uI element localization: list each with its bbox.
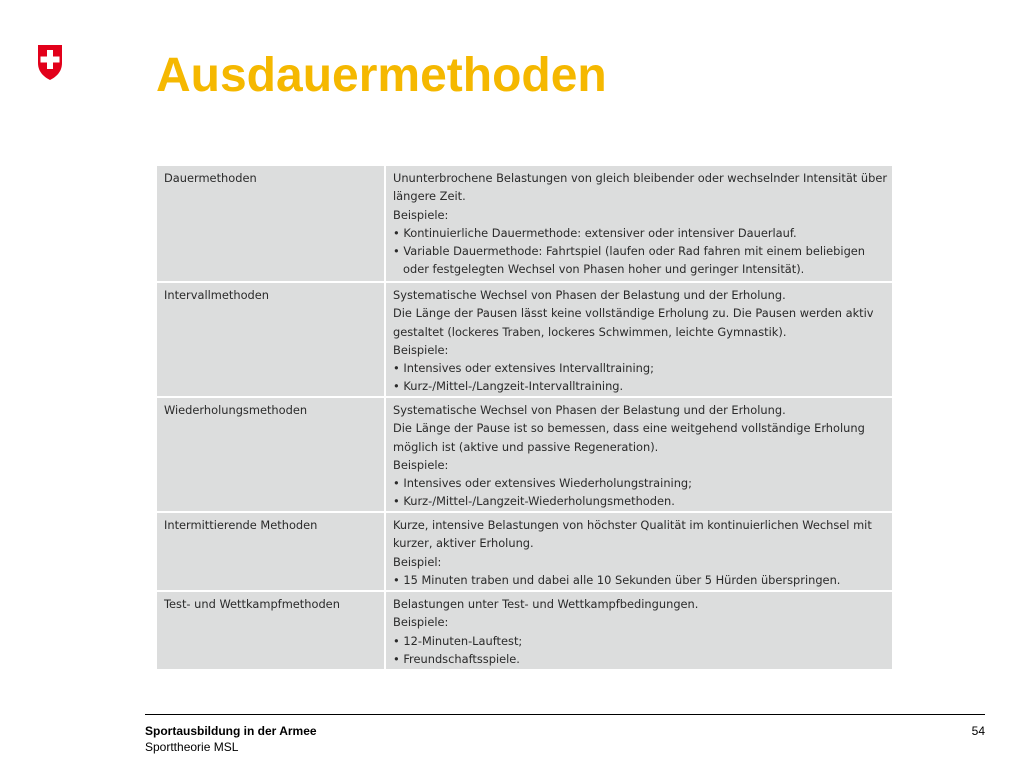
example-bullet: • Intensives oder extensives Intervalltraining; bbox=[393, 361, 654, 376]
example-bullet: • Kurz-/Mittel-/Langzeit-Wiederholungsmethoden. bbox=[393, 494, 675, 509]
example-bullet: • 15 Minuten traben und dabei alle 10 Sekunden über 5 Hürden überspringen. bbox=[393, 572, 841, 587]
page-number: 54 bbox=[971, 724, 985, 738]
description-line: gestaltet (lockeres Traben, lockeres Schwimmen, leichte Gymnastik). bbox=[393, 324, 787, 339]
method-name: Test- und Wettkampfmethoden bbox=[156, 591, 385, 670]
description-line: Die Länge der Pause ist so bemessen, dass eine weitgehend vollständige Erholung bbox=[393, 421, 865, 436]
table-row bbox=[156, 397, 893, 512]
table-row bbox=[156, 591, 893, 670]
description-line: oder festgelegten Wechsel von Phasen hoher und geringer Intensität). bbox=[403, 262, 805, 277]
table-row bbox=[156, 282, 893, 397]
description-line: Systematische Wechsel von Phasen der Belastung und der Erholung. bbox=[393, 288, 786, 302]
description-line: Ununterbrochene Belastungen von gleich bleibender oder wechselnder Intensität über bbox=[393, 171, 888, 185]
example-bullet: • Freundschaftsspiele. bbox=[393, 651, 520, 666]
table-row bbox=[156, 512, 893, 591]
endurance-methods-table bbox=[156, 165, 893, 670]
description-line: möglich ist (aktive und passive Regeneration). bbox=[393, 439, 659, 454]
slide-title: Ausdauermethoden bbox=[156, 49, 607, 102]
description-line: Belastungen unter Test- und Wettkampfbedingungen. bbox=[393, 597, 699, 611]
description-line: Beispiel: bbox=[393, 554, 442, 569]
method-name: Dauermethoden bbox=[156, 165, 385, 282]
method-name: Intervallmethoden bbox=[156, 282, 385, 397]
method-description bbox=[385, 282, 893, 397]
description-line: längere Zeit. bbox=[393, 189, 466, 204]
table-row bbox=[156, 165, 893, 282]
footer-subtitle: Sporttheorie MSL bbox=[145, 740, 239, 754]
description-line: Systematische Wechsel von Phasen der Belastung und der Erholung. bbox=[393, 403, 786, 417]
description-line: Beispiele: bbox=[393, 615, 449, 630]
method-name: Intermittierende Methoden bbox=[156, 512, 385, 591]
description-line: kurzer, aktiver Erholung. bbox=[393, 536, 534, 551]
example-bullet: • Kurz-/Mittel-/Langzeit-Intervalltraining. bbox=[393, 379, 624, 394]
description-line: Beispiele: bbox=[393, 342, 449, 357]
footer-divider bbox=[145, 714, 985, 715]
method-description bbox=[385, 591, 893, 670]
method-description bbox=[385, 397, 893, 512]
description-line: Beispiele: bbox=[393, 207, 449, 222]
example-bullet: • Variable Dauermethode: Fahrtspiel (laufen oder Rad fahren mit einem beliebigen bbox=[393, 244, 866, 259]
method-description bbox=[385, 165, 893, 282]
swiss-coat-of-arms-icon bbox=[36, 43, 64, 81]
description-line: Beispiele: bbox=[393, 457, 449, 472]
footer-title: Sportausbildung in der Armee bbox=[145, 724, 317, 738]
example-bullet: • Kontinuierliche Dauermethode: extensiver oder intensiver Dauerlauf. bbox=[393, 225, 797, 240]
description-line: Kurze, intensive Belastungen von höchster Qualität im kontinuierlichen Wechsel mit bbox=[393, 518, 872, 532]
example-bullet: • Intensives oder extensives Wiederholungstraining; bbox=[393, 476, 692, 491]
example-bullet: • 12-Minuten-Lauftest; bbox=[393, 633, 523, 648]
method-name: Wiederholungsmethoden bbox=[156, 397, 385, 512]
method-description bbox=[385, 512, 893, 591]
description-line: Die Länge der Pausen lässt keine vollständige Erholung zu. Die Pausen werden aktiv bbox=[393, 306, 874, 321]
